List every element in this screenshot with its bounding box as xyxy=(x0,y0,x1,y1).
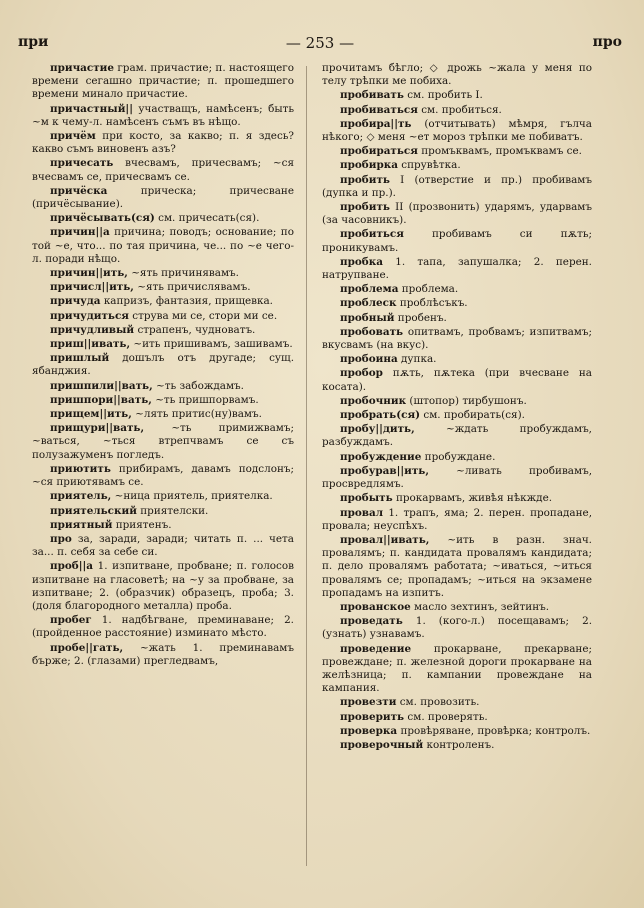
entry-headword: причудливый xyxy=(50,323,135,336)
dictionary-entry xyxy=(322,492,592,505)
dictionary-entry xyxy=(32,185,294,211)
entry-headword: проверить xyxy=(340,710,405,723)
dictionary-entry xyxy=(32,533,294,559)
dictionary-entry xyxy=(322,297,592,310)
entry-headword: приш||ивать, xyxy=(50,338,131,351)
entry-definition: пѫть, пѫтека (при вчесване на косата). xyxy=(322,367,592,393)
entry-definition: II (прозвонить) ударямъ, ударвамъ (за часовникъ). xyxy=(322,201,592,227)
entry-definition: ~ница приятель, приятелка. xyxy=(114,490,273,503)
dictionary-entry xyxy=(322,228,592,254)
entry-headword: пробыть xyxy=(340,492,393,505)
entry-headword: проверка xyxy=(340,724,398,737)
entry-headword: проведение xyxy=(340,642,412,655)
dictionary-entry xyxy=(322,312,592,325)
dictionary-entry xyxy=(322,159,592,172)
entry-headword: прованское xyxy=(340,600,411,613)
page-number: — 253 — xyxy=(285,34,355,52)
entry-definition: проблѣсъкъ. xyxy=(399,297,468,310)
entry-headword: причуда xyxy=(50,295,101,308)
dictionary-entry xyxy=(322,283,592,296)
entry-headword: проверочный xyxy=(340,738,424,751)
entry-definition: прокарване, прекарване; провеждане; п. железной дороги прокарване на желѣзница; п. кампании провеждане на кампания. xyxy=(322,642,592,695)
entry-headword: пробе||гать, xyxy=(50,641,124,654)
dictionary-entry xyxy=(32,157,294,183)
dictionary-entry xyxy=(32,212,294,225)
dictionary-entry xyxy=(32,490,294,503)
dictionary-entry xyxy=(322,696,592,709)
entry-headword: пробный xyxy=(340,311,395,324)
dictionary-entry xyxy=(32,505,294,518)
entry-headword: приютить xyxy=(50,462,111,475)
entry-headword: пробор xyxy=(340,367,383,380)
dictionary-entry xyxy=(322,409,592,422)
entry-headword: пробивать xyxy=(340,89,404,102)
dictionary-entry xyxy=(322,201,592,227)
dictionary-entry xyxy=(32,324,294,337)
entry-definition: см. провозить. xyxy=(399,696,480,709)
dictionary-entry xyxy=(32,130,294,156)
dictionary-entry xyxy=(32,226,294,266)
dictionary-entry xyxy=(32,614,294,640)
entry-definition: ~ить пришивамъ, зашивамъ. xyxy=(133,338,293,351)
entry-definition: опитвамъ, пробвамъ; изпитвамъ; вкусвамъ (на вкус). xyxy=(322,325,592,352)
entry-definition: прочитамъ бѣгло; ◇ дрожь ~жала у меня по телу трѣпки ме побиха. xyxy=(322,62,592,88)
guide-word-left: при xyxy=(18,34,49,50)
dictionary-entry xyxy=(32,422,294,462)
entry-headword: причисл||ить, xyxy=(50,281,134,294)
dictionary-entry xyxy=(322,465,592,491)
entry-definition: причина; поводъ; основание; по той ~е, что... по тая причина, че... по ~е чего-л. поради нѣщо. xyxy=(32,226,294,265)
dictionary-entry xyxy=(32,463,294,489)
dictionary-entry xyxy=(32,380,294,393)
entry-headword: пробира||ть xyxy=(340,117,412,130)
entry-definition: 1. (кого-л.) посещавамъ; 2. (узнать) узнавамъ. xyxy=(322,615,592,641)
entry-headword: пришпили||вать, xyxy=(50,379,153,392)
entry-definition: 1. надбѣгване, преминаване; 2. (пройденное расстояние) изминато мѣсто. xyxy=(32,614,294,640)
entry-headword: причин||а xyxy=(50,226,110,239)
left-column xyxy=(32,62,294,669)
column-divider xyxy=(306,66,307,866)
dictionary-entry xyxy=(32,642,294,668)
entry-definition: контроленъ. xyxy=(426,738,495,751)
entry-headword: проведать xyxy=(340,615,403,628)
entry-headword: причастие xyxy=(50,62,114,74)
entry-definition: пробивамъ си пѫть; проникувамъ. xyxy=(322,228,592,254)
entry-definition: проблема. xyxy=(401,283,459,296)
entry-headword: пробег xyxy=(50,614,92,627)
entry-definition: за, заради, заради; читать п. ... чета за... п. себя за себе си. xyxy=(32,532,295,559)
entry-definition: прокарвамъ, живѣя нѣкжде. xyxy=(395,492,553,505)
entry-definition: ~ять причинявамъ. xyxy=(131,267,239,280)
entry-definition: прическа; причесване (причёсывание). xyxy=(32,184,294,211)
entry-definition: I (отверстие и пр.) пробивамъ (дупка и пр.). xyxy=(322,173,592,199)
dictionary-entry xyxy=(322,451,592,464)
entry-headword: про xyxy=(50,532,72,545)
dictionary-entry xyxy=(32,295,294,308)
page-header xyxy=(18,34,622,54)
entry-definition: см. проверять. xyxy=(407,710,488,723)
entry-definition: ~ждать пробуждамъ, разбуждамъ. xyxy=(322,423,592,449)
entry-headword: пробить xyxy=(340,201,390,214)
entry-definition: прибирамъ, давамъ подслонъ; ~ся приютявамъ се. xyxy=(32,462,294,489)
entry-definition: см. пробить I. xyxy=(407,89,483,102)
dictionary-entry xyxy=(322,739,592,752)
entry-definition: см. пробирать(ся). xyxy=(423,409,525,422)
entry-headword: пробуждение xyxy=(340,450,422,463)
dictionary-entry xyxy=(32,394,294,407)
entry-definition: участващъ, намѣсенъ; быть ~м к чему-л. намѣсенъ съмъ въ нѣщо. xyxy=(32,102,294,128)
entry-headword: провезти xyxy=(340,696,397,709)
entry-definition: масло зехтинъ, зейтинъ. xyxy=(414,600,550,613)
guide-word-right: про xyxy=(592,34,622,50)
entry-headword: пробрать(ся) xyxy=(340,409,421,422)
entry-definition: приятенъ. xyxy=(115,518,172,531)
dictionary-entry xyxy=(322,326,592,352)
entry-headword: пробиваться xyxy=(340,103,418,116)
entry-definition: ~ть примижвамъ; ~ваться, ~ться втрепчвамъ се съ полузажуменъ погледъ. xyxy=(32,422,294,461)
dictionary-entry xyxy=(32,281,294,294)
entry-headword: приятный xyxy=(50,518,113,531)
entry-definition: приятелски. xyxy=(140,504,209,517)
dictionary-entry xyxy=(322,174,592,200)
entry-headword: проблеск xyxy=(340,297,397,310)
entry-definition: при косто, за какво; п. я здесь? какво съмъ виновенъ азъ? xyxy=(32,130,294,156)
entry-definition: см. пробиться. xyxy=(421,103,502,116)
entry-headword: причём xyxy=(50,130,96,143)
dictionary-entry xyxy=(322,507,592,533)
entry-definition: спрувѣтка. xyxy=(401,159,461,172)
entry-headword: причин||ить, xyxy=(50,267,128,280)
entry-definition: ~ить в разн. знач. провалямъ; п. кандидата провалямъ кандидата; п. дело провалямъ работата; ~иваться, ~иться провалямъ се; пропадамъ; ~иться на экзамене пропадамъ на изпитъ. xyxy=(322,533,592,599)
entry-definition: ~жать 1. преминавамъ бърже; 2. (глазами) прегледвамъ, xyxy=(32,641,294,667)
entry-definition: промъквамъ, промъквамъ се. xyxy=(421,145,582,158)
entry-definition: пробенъ. xyxy=(397,311,447,324)
entry-definition: ~ть пришпорвамъ. xyxy=(155,393,259,406)
dictionary-entry xyxy=(322,601,592,614)
entry-definition: см. причесать(ся). xyxy=(158,212,260,225)
right-column xyxy=(322,62,592,753)
entry-definition: дошълъ отъ другаде; сущ. ябанджия. xyxy=(32,352,294,378)
entry-headword: причёсывать(ся) xyxy=(50,212,155,225)
entry-headword: прищем||ить, xyxy=(50,408,132,421)
dictionary-entry xyxy=(322,395,592,408)
entry-definition: 1. тапа, запушалка; 2. перен. натрупване. xyxy=(322,255,592,282)
dictionary-entry xyxy=(322,353,592,366)
dictionary-entry xyxy=(32,267,294,280)
dictionary-entry xyxy=(322,534,592,600)
entry-definition: провѣряване, провѣрка; контролъ. xyxy=(400,724,591,737)
entry-definition: страпенъ, чудноватъ. xyxy=(137,323,256,336)
dictionary-entry xyxy=(322,62,592,88)
entry-headword: провал||ивать, xyxy=(340,533,430,546)
entry-headword: пробурав||ить, xyxy=(340,464,429,477)
entry-headword: пробу||дить, xyxy=(340,423,415,436)
entry-headword: проб||а xyxy=(50,560,94,573)
entry-definition: ~лять притис(ну)вамъ. xyxy=(135,408,262,421)
dictionary-entry xyxy=(322,423,592,449)
dictionary-entry xyxy=(322,118,592,144)
entry-headword: пробирка xyxy=(340,159,398,172)
entry-headword: пробиться xyxy=(340,228,404,241)
dictionary-entry xyxy=(322,367,592,393)
entry-headword: причёска xyxy=(50,184,108,197)
entry-definition: вчесвамъ, причесвамъ; ~ся вчесвамъ се, причесвамъ се. xyxy=(32,157,294,183)
entry-headword: прищури||вать, xyxy=(50,422,145,435)
dictionary-entry xyxy=(322,643,592,696)
entry-definition: грам. причастие; п. настоящего времени сегашно причастие; п. прошедшего времени минало причастие. xyxy=(32,62,294,101)
entry-headword: пробка xyxy=(340,255,383,268)
entry-headword: пробить xyxy=(340,173,390,186)
dictionary-entry xyxy=(32,338,294,351)
dictionary-entry xyxy=(32,62,294,102)
entry-definition: ~ть забождамъ. xyxy=(156,379,244,392)
entry-definition: пробуждане. xyxy=(424,450,496,463)
dictionary-entry xyxy=(322,145,592,158)
entry-headword: приятель, xyxy=(50,490,112,503)
entry-headword: пробираться xyxy=(340,145,418,158)
entry-definition: капризъ, фантазия, прищевка. xyxy=(103,295,273,308)
entry-headword: причастный|| xyxy=(50,102,133,115)
entry-definition: 1. изпитване, пробване; п. голосов изпитване на гласоветѣ; на ~у за пробване, за изпитване; 2. (образчик) образецъ, проба; 3. (доля благородного металла) проба. xyxy=(32,560,294,612)
dictionary-entry xyxy=(32,352,294,378)
dictionary-entry xyxy=(322,711,592,724)
entry-headword: пришлый xyxy=(50,352,110,365)
entry-headword: пробоина xyxy=(340,353,398,366)
dictionary-entry xyxy=(322,89,592,102)
dictionary-entry xyxy=(322,256,592,282)
entry-definition: дупка. xyxy=(401,353,437,366)
entry-headword: провал xyxy=(340,506,384,519)
dictionary-entry xyxy=(322,725,592,738)
entry-headword: проблема xyxy=(340,283,399,296)
entry-definition: (штопор) тирбушонъ. xyxy=(409,394,527,407)
dictionary-entry xyxy=(32,519,294,532)
dictionary-entry xyxy=(322,615,592,641)
entry-headword: пробовать xyxy=(340,325,404,338)
dictionary-entry xyxy=(32,560,294,613)
entry-definition: (отчитывать) мѣмря, гълча нѣкого; ◇ меня ~ет мороз трѣпки ме побиватъ. xyxy=(322,117,592,144)
entry-definition: струва ми се, стори ми се. xyxy=(132,309,278,322)
dictionary-entry xyxy=(32,310,294,323)
dictionary-entry xyxy=(322,104,592,117)
dictionary-entry xyxy=(32,408,294,421)
entry-headword: причудиться xyxy=(50,309,129,322)
entry-headword: причесать xyxy=(50,157,114,170)
entry-definition: ~ливать пробивамъ, просвредлямъ. xyxy=(322,464,592,491)
entry-definition: ~ять причислявамъ. xyxy=(137,281,251,294)
entry-headword: пришпори||вать, xyxy=(50,393,152,406)
dictionary-entry xyxy=(32,103,294,129)
entry-definition: 1. трапъ, яма; 2. перен. пропадане, провала; неуспѣхъ. xyxy=(322,506,592,532)
entry-headword: пробочник xyxy=(340,394,407,407)
entry-headword: приятельский xyxy=(50,504,137,517)
